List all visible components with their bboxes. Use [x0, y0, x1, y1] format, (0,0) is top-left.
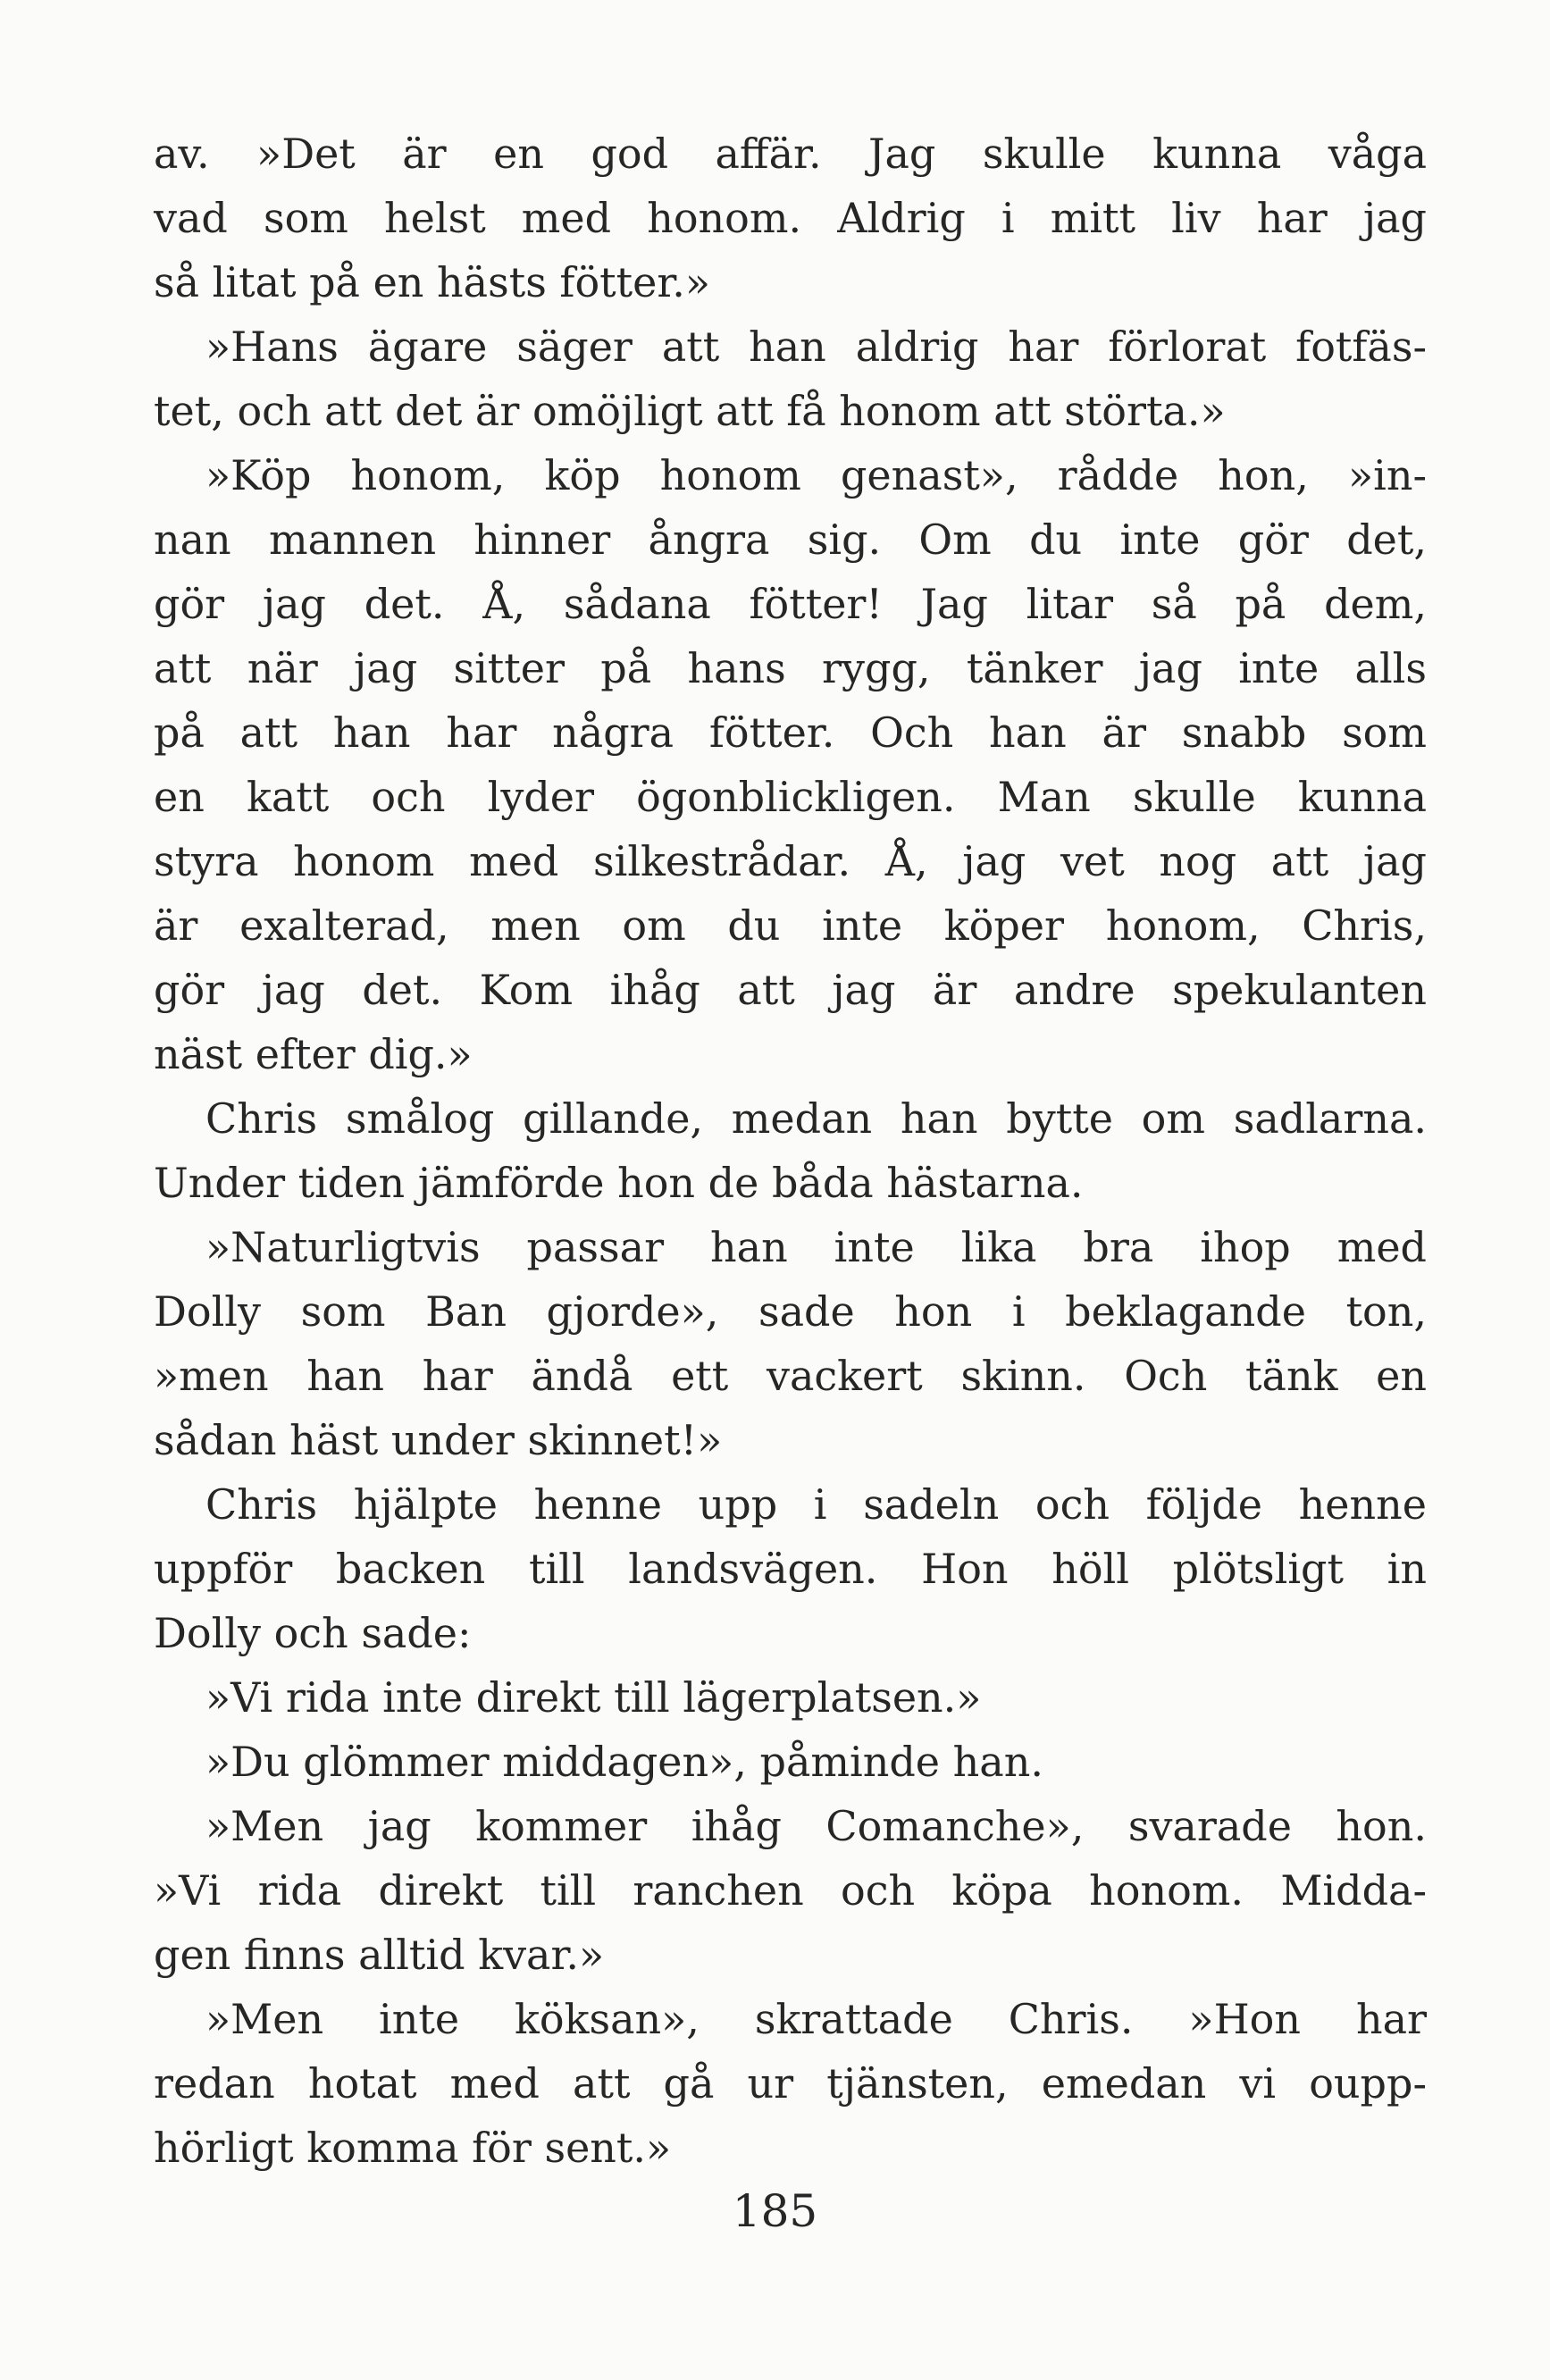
text-line: gör jag det. Kom ihåg att jag är andre spekulanten	[154, 966, 1427, 1014]
text-line: styra honom med silkestrådar. Å, jag vet nog att jag	[154, 837, 1427, 885]
text-line: gör jag det. Å, sådana fötter! Jag litar så på dem,	[154, 580, 1427, 628]
text-line: »Men inte köksan», skrattade Chris. »Hon har	[205, 1995, 1427, 2043]
text-line: »Vi rida direkt till ranchen och köpa honom. Midda-	[154, 1866, 1427, 1915]
text-line: vad som helst med honom. Aldrig i mitt liv har jag	[154, 194, 1427, 242]
text-line: »Köp honom, köp honom genast», rådde hon, »in-	[205, 451, 1427, 499]
text-line: Under tiden jämförde hon de båda hästarna.	[154, 1159, 1084, 1207]
text-line: en katt och lyder ögonblickligen. Man skulle kunna	[154, 773, 1427, 821]
text-line: »Men jag kommer ihåg Comanche», svarade hon.	[205, 1802, 1427, 1850]
text-line: sådan häst under skinnet!»	[154, 1416, 723, 1464]
text-line: hörligt komma för sent.»	[154, 2124, 672, 2172]
text-line: så litat på en hästs fötter.»	[154, 258, 711, 306]
text-line: tet, och att det är omöjligt att få honom att störta.»	[154, 387, 1226, 435]
text-line: Chris smålog gillande, medan han bytte om sadlarna.	[205, 1094, 1427, 1143]
text-line: att när jag sitter på hans rygg, tänker jag inte alls	[154, 644, 1427, 692]
text-line: näst efter dig.»	[154, 1030, 473, 1078]
text-line: är exalterad, men om du inte köper honom, Chris,	[154, 901, 1427, 950]
text-line: Dolly som Ban gjorde», sade hon i beklagande ton,	[154, 1287, 1427, 1336]
text-line: »men han har ändå ett vackert skinn. Och tänk en	[154, 1352, 1427, 1400]
text-line: uppför backen till landsvägen. Hon höll plötsligt in	[154, 1545, 1427, 1593]
text-line: nan mannen hinner ångra sig. Om du inte gör det,	[154, 515, 1427, 564]
text-line: av. »Det är en god affär. Jag skulle kunna våga	[154, 130, 1427, 178]
text-line: »Naturligtvis passar han inte lika bra ihop med	[205, 1223, 1427, 1271]
page-number: 185	[732, 2185, 818, 2237]
text-line: Dolly och sade:	[154, 1609, 472, 1657]
text-line: på att han har några fötter. Och han är snabb som	[154, 708, 1427, 757]
text-line: »Vi rida inte direkt till lägerplatsen.»	[205, 1673, 982, 1722]
text-line: redan hotat med att gå ur tjänsten, emedan vi oupp-	[154, 2059, 1427, 2108]
text-line: »Hans ägare säger att han aldrig har förlorat fotfäs-	[205, 323, 1427, 371]
text-line: Chris hjälpte henne upp i sadeln och följde henne	[205, 1480, 1427, 1529]
body-text	[154, 122, 1427, 2180]
text-line: gen finns alltid kvar.»	[154, 1931, 605, 1979]
text-line: »Du glömmer middagen», påminde han.	[205, 1738, 1043, 1786]
